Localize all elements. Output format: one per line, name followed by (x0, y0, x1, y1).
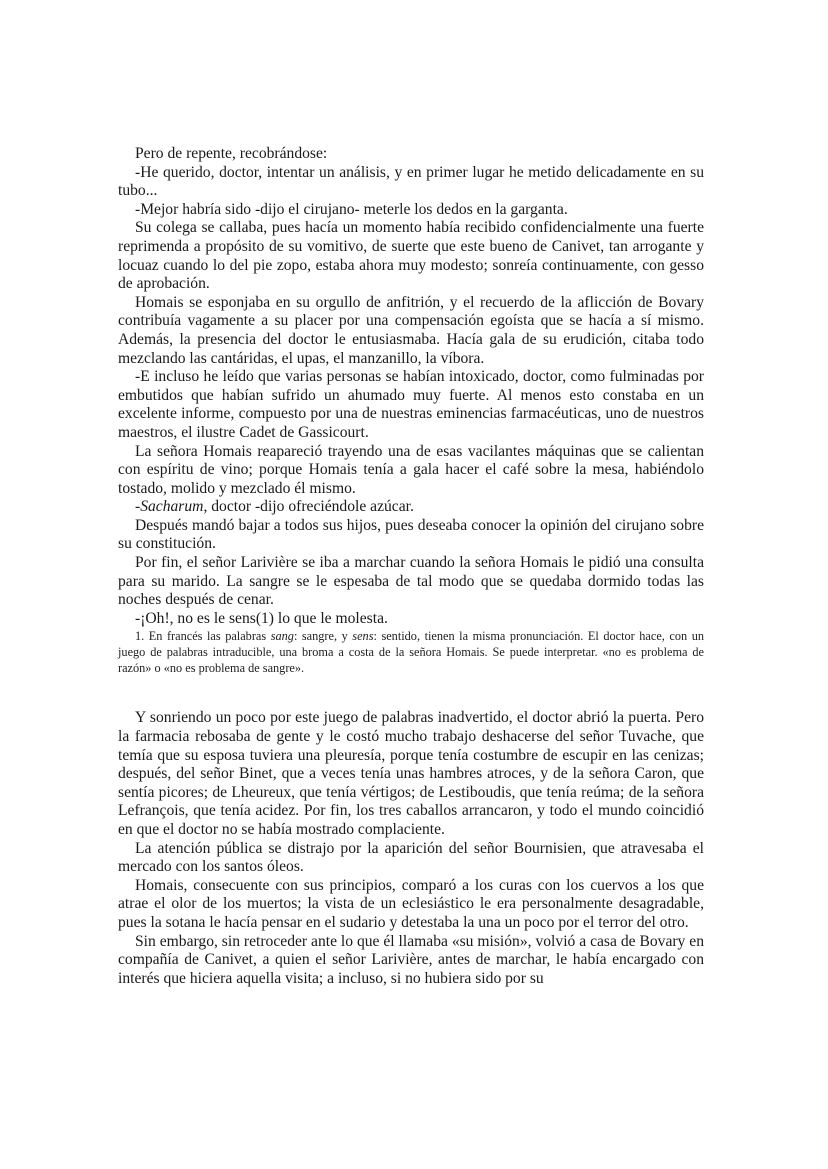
paragraph: Su colega se callaba, pues hacía un momento había recibido confidencialmente una fuerte reprimenda a propósito de su vomitivo, de suerte que este bueno de Canivet, tan arrogante y locuaz cuando lo del pie zopo, estaba ahora muy modesto; sonreía continuamente, con gesso de aprobación. (118, 219, 704, 293)
paragraph: Después mandó bajar a todos sus hijos, pues deseaba conocer la opinión del cirujano sobre su constitución. (118, 516, 704, 553)
paragraph: Pero de repente, recobrándose: (135, 145, 328, 162)
paragraph: La atención pública se distrajo por la aparición del señor Bournisien, que atravesaba el mercado con los santos óleos. (118, 839, 704, 876)
paragraph: Y sonriendo un poco por este juego de palabras inadvertido, el doctor abrió la puerta. Pero la farmacia rebosaba de gente y le costó mucho trabajo deshacerse del señor Tuvache, que temía que su esposa tuviera una pleuresía, porque tenía costumbre de escupir en las cenizas; después, del señor Binet, que a veces tenía unas hambres atroces, y de la señora Caron, que sentía picores; de Lheureux, que tenía vértigos; de Lestiboudis, que tenía reúma; de la señora Lefrançois, que tenía acidez. Por fin, los tres caballos arrancaron, y todo el mundo coincidió en que el doctor no se había mostrado complaciente. (118, 709, 704, 838)
document-page (118, 145, 704, 988)
footnote-italic: sang (270, 629, 294, 644)
text: , doctor -dijo ofreciéndole azúcar. (203, 498, 414, 516)
paragraph: Homais, consecuente con sus principios, comparó a los curas con los cuervos a los que atrae el olor de los muertos; la vista de un eclesiástico le era personalmente desagradable, pues la sotana le hacía pensar en el sudario y detestaba la una un poco por el terror del otro. (118, 876, 704, 931)
paragraph: -He querido, doctor, intentar un análisis, y en primer lugar he metido delicadamente en su tubo... (118, 163, 704, 200)
footnote-italic: sens (352, 629, 374, 644)
paragraph: Homais se esponjaba en su orgullo de anfitrión, y el recuerdo de la aflicción de Bovary contribuía vagamente a su placer por una compensación egoísta que se hacía a sí mismo. Además, la presencia del doctor le entusiasmaba. Hacía gala de su erudición, citaba todo mezclando las cantáridas, el upas, el manzanillo, la víbora. (118, 293, 704, 367)
italic-word: Sacharum (140, 498, 204, 516)
footnote-text: 1. En francés las palabras (135, 629, 271, 644)
footnote-text: : sentido, tienen la misma pronunciación. El doctor hace, con un juego de palabras intraducible, una broma a costa de la señora Homais. Se puede interpretar. «no es problema de razón» o «no es problema de sangre». (118, 629, 704, 676)
section-gap (118, 676, 704, 709)
paragraph: -¡Oh!, no es le sens(1) lo que le molesta. (135, 609, 388, 627)
paragraph-sacharum (118, 498, 704, 517)
footnote-text: : sangre, y (293, 629, 353, 644)
dash: - (135, 498, 141, 516)
footnote (118, 628, 704, 676)
paragraph: Sin embargo, sin retroceder ante lo que él llamaba «su misión», volvió a casa de Bovary en compañía de Canivet, a quien el señor Larivière, antes de marchar, le había encargado con interés que hiciera aquella visita; a incluso, si no hubiera sido por su (118, 932, 704, 987)
paragraph: -E incluso he leído que varias personas se habían intoxicado, doctor, como fulminadas por embutidos que habían sufrido un ahumado muy fuerte. Al menos esto constaba en un excelente informe, compuesto por una de nuestras eminencias farmacéuticas, uno de nuestros maestros, el ilustre Cadet de Gassicourt. (118, 368, 704, 441)
paragraph: La señora Homais reapareció trayendo una de esas vacilantes máquinas que se calientan con espíritu de vino; porque Homais tenía a gala hacer el café sobre la mesa, habiéndolo tostado, molido y mezclado él mismo. (118, 442, 704, 497)
paragraph: Por fin, el señor Larivière se iba a marchar cuando la señora Homais le pidió una consulta para su marido. La sangre se le espesaba de tal modo que se quedaba dormido todas las noches después de cenar. (118, 554, 704, 609)
paragraph: -Mejor habría sido -dijo el cirujano- meterle los dedos en la garganta. (135, 200, 568, 218)
